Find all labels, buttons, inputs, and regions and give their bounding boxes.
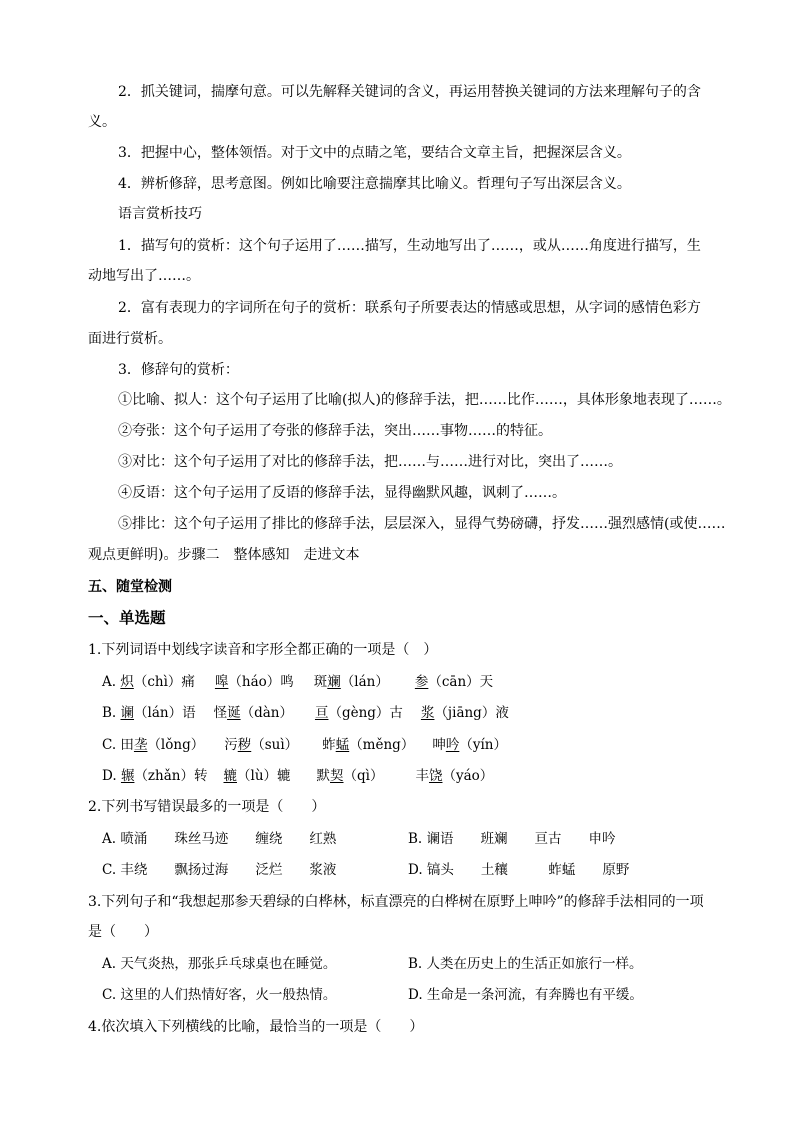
question-1-option-b: B. 谰（lán）语 怪诞（dàn） 亘（gèng）古 浆（jiāng）液 [102,705,509,721]
paragraph-description-cont: 动地写出了……。 [88,268,200,284]
paragraph-parallelism: ⑤排比：这个句子运用了排比的修辞手法，层层深入，显得气势磅礴，抒发……强烈感情(或使…… [118,516,726,532]
paragraph-contrast: ③对比：这个句子运用了对比的修辞手法，把……与……进行对比，突出了……。 [118,454,622,470]
heading-language-skills: 语言赏析技巧 [118,206,202,222]
question-3-stem-cont: 是（ ） [88,924,158,940]
paragraph-expressive-words-cont: 面进行赏析。 [88,331,172,347]
paragraph-irony: ④反语：这个句子运用了反语的修辞手法，显得幽默风趣，讽刺了……。 [118,485,566,501]
paragraph-grasp-center: 3．把握中心，整体领悟。对于文中的点睛之笔，要结合文章主旨，把握深层含义。 [118,145,631,161]
question-1-option-c: C. 田垄（lǒng） 污秽（suì） 蚱蜢（měng） 呻吟（yín） [102,737,507,753]
question-4-stem: 4.依次填入下列横线的比喻，最恰当的一项是（ ） [88,1019,424,1035]
question-2-option-d: D. 镐头 土穰 蚱蜢 原野 [408,862,630,878]
paragraph-parallelism-cont: 观点更鲜明)。步骤二 整体感知 走进文本 [88,547,360,563]
question-2-option-b: B. 谰语 班斓 亘古 申吟 [408,831,616,847]
paragraph-key-words: 2．抓关键词，揣摩句意。可以先解释关键词的含义，再运用替换关键词的方法来理解句子的含 [118,84,701,100]
subsection-title: 一、单选题 [88,608,166,627]
question-1-option-a: A. 炽（chì）痛 嗥（háo）鸣 斑斓（lán） 参（cān）天 [102,674,494,690]
paragraph-key-words-cont: 义。 [88,114,116,130]
question-3-option-c: C. 这里的人们热情好客，火一般热情。 [102,987,337,1003]
question-3-option-d: D. 生命是一条河流，有奔腾也有平缓。 [408,987,643,1003]
section-title: 五、随堂检测 [88,579,172,595]
paragraph-expressive-words: 2．富有表现力的字词所在句子的赏析：联系句子所要表达的情感或思想，从字词的感情色彩方 [118,300,701,316]
question-2-option-c: C. 丰绕 飘扬过海 泛烂 浆液 [102,862,337,878]
question-1-stem: 1.下列词语中划线字读音和字形全都正确的一项是（ ） [88,642,438,658]
paragraph-rhetoric-sentences: 3．修辞句的赏析： [118,362,239,378]
paragraph-metaphor: ①比喻、拟人：这个句子运用了比喻(拟人)的修辞手法，把……比作……，具体形象地表现了……。 [118,392,731,408]
paragraph-rhetoric: 4．辨析修辞，思考意图。例如比喻要注意揣摩其比喻义。哲理句子写出深层含义。 [118,176,631,192]
question-1-option-d: D. 辗（zhǎn）转 辘（lù）辘 默契（qì） 丰饶（yáo） [102,768,494,784]
paragraph-exaggeration: ②夸张：这个句子运用了夸张的修辞手法，突出……事物……的特征。 [118,423,552,439]
paragraph-description: 1．描写句的赏析：这个句子运用了……描写，生动地写出了……，或从……角度进行描写，生 [118,238,701,254]
question-3-stem: 3.下列句子和“我想起那参天碧绿的白桦林，标直漂亮的白桦树在原野上呻吟”的修辞手法相同的一项 [88,894,704,910]
question-2-stem: 2.下列书写错误最多的一项是（ ） [88,799,326,815]
question-2-option-a: A. 喷涌 珠丝马迹 缠绕 红熟 [102,831,337,847]
question-3-option-b: B. 人类在历史上的生活正如旅行一样。 [408,956,643,972]
question-3-option-a: A. 天气炎热，那张乒乓球桌也在睡觉。 [102,956,337,972]
